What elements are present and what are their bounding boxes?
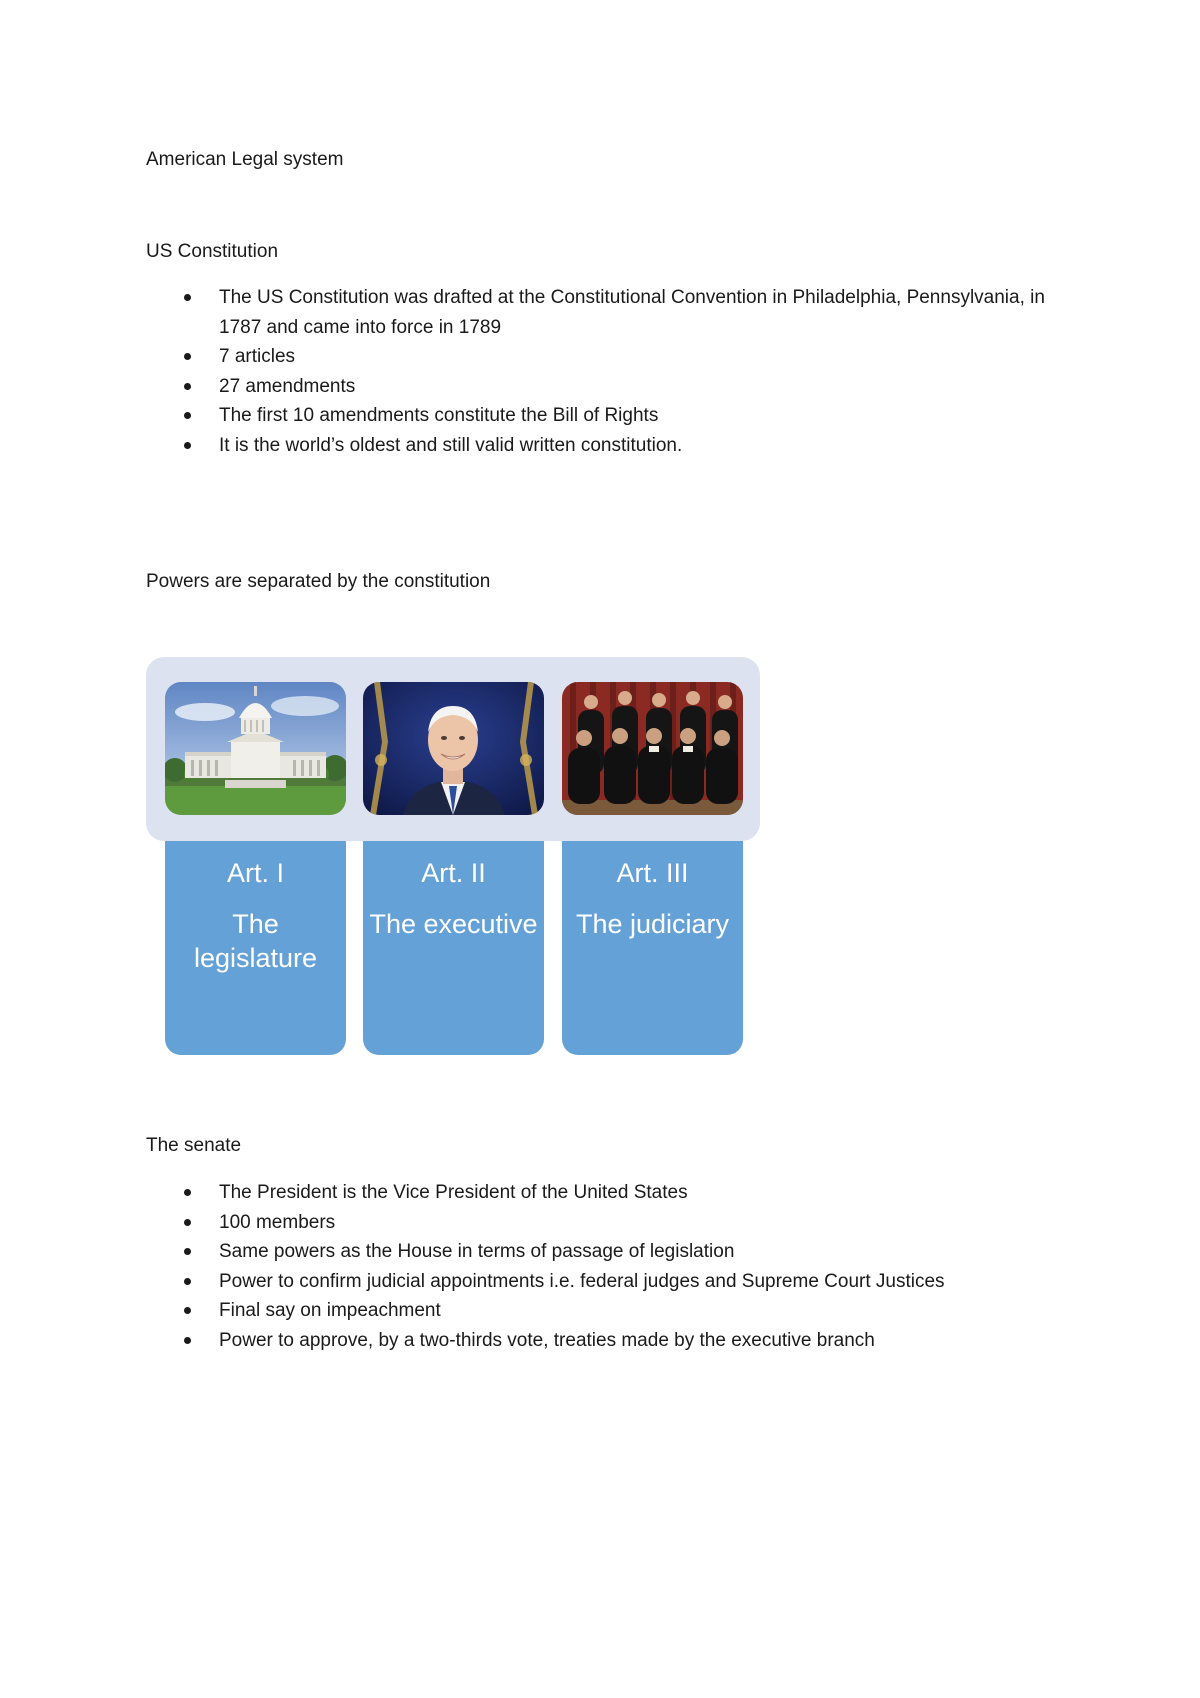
list-item: [146, 283, 1046, 342]
senate-heading: The senate: [146, 1135, 242, 1156]
capitol-building-icon: [165, 682, 346, 815]
list-item-text: 100 members: [219, 1211, 336, 1233]
bullet-icon: [184, 1219, 191, 1226]
list-item-text: It is the world’s oldest and still valid written constitution.: [219, 434, 683, 456]
branch-card-legislature: [165, 827, 346, 1055]
list-item: [146, 401, 1046, 431]
photo-band: [146, 657, 760, 841]
bullet-icon: [184, 1278, 191, 1285]
list-item-text: The US Constitution was drafted at the Constitutional Convention in Philadelphia, Pennsylvania, in 1787 and came into force in 1789: [219, 287, 1045, 338]
powers-heading: Powers are separated by the constitution: [146, 571, 491, 592]
bullet-icon: [184, 412, 191, 419]
bullet-icon: [184, 442, 191, 449]
bullet-icon: [184, 383, 191, 390]
us-constitution-heading: US Constitution: [146, 241, 279, 262]
list-item: [146, 1267, 1046, 1297]
list-item: [146, 1237, 1046, 1267]
bullet-icon: [184, 1189, 191, 1196]
article-label: Art. II: [421, 858, 486, 888]
supreme-court-justices-photo: [562, 682, 743, 815]
bullet-icon: [184, 353, 191, 360]
capitol-building-photo: [165, 682, 346, 815]
list-item-text: Final say on impeachment: [219, 1300, 441, 1321]
list-item: [146, 1208, 1046, 1238]
list-item-text: Power to approve, by a two-thirds vote, treaties made by the executive branch: [219, 1329, 875, 1351]
supreme-court-justices-icon: [562, 682, 743, 815]
article-label: Art. I: [226, 858, 284, 888]
list-item-text: 27 amendments: [219, 375, 356, 397]
branch-card-judiciary: [562, 827, 743, 1055]
branch-card-executive: [363, 827, 544, 1055]
president-portrait-photo: [363, 682, 544, 815]
list-item: [146, 1326, 1046, 1356]
senate-bullet-list: [146, 1178, 1046, 1355]
list-item: [146, 1296, 1046, 1326]
article-label: Art. III: [616, 858, 689, 888]
bullet-icon: [184, 1248, 191, 1255]
document-title: American Legal system: [146, 149, 344, 170]
list-item-text: Power to confirm judicial appointments i.e. federal judges and Supreme Court Justices: [219, 1270, 945, 1292]
bullet-icon: [184, 1337, 191, 1344]
list-item: [146, 431, 1046, 461]
list-item: [146, 342, 1046, 372]
list-item-text: Same powers as the House in terms of passage of legislation: [219, 1241, 735, 1262]
branch-label: The executive: [369, 909, 538, 939]
list-item: [146, 372, 1046, 402]
branch-label: The judiciary: [575, 909, 730, 939]
branch-label: The legislature: [193, 909, 318, 973]
list-item-text: The President is the Vice President of the United States: [219, 1182, 688, 1203]
constitution-bullet-list: [146, 283, 1046, 460]
list-item-text: The first 10 amendments constitute the Bill of Rights: [219, 405, 659, 426]
president-portrait-icon: [363, 682, 544, 815]
bullet-icon: [184, 1307, 191, 1314]
separation-of-powers-diagram: [146, 657, 760, 1067]
bullet-icon: [184, 294, 191, 301]
list-item: [146, 1178, 1046, 1208]
list-item-text: 7 articles: [219, 346, 296, 367]
